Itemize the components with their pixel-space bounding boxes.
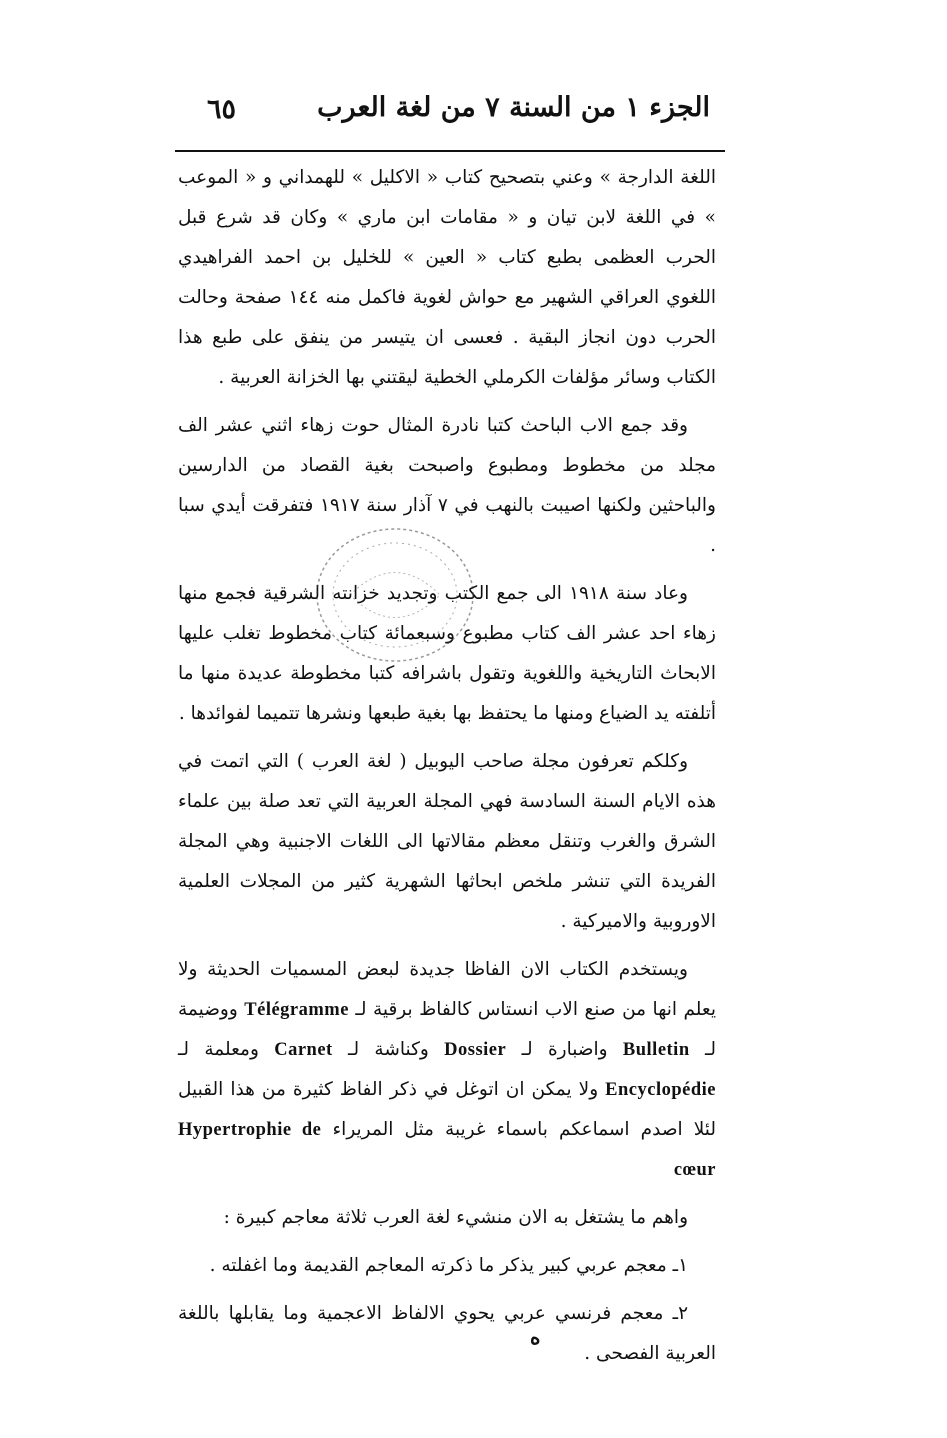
header-rule (175, 150, 725, 152)
list-item: ١ـ معجم عربي كبير يذكر ما ذكرته المعاجم القديمة وما اغفلته . (209, 1255, 688, 1276)
foreign-term: Dossier (444, 1040, 507, 1060)
paragraph: وقد جمع الاب الباحث كتبا نادرة المثال حوت زهاء اثني عشر الف مجلد من مخطوط ومطبوع واصبحت بغية القصاد من الدارسين والباحثين ولكنها اصيبت بالنهب في ٧ آذار سنة ١٩١٧ فتفرقت أيدي سبا . (178, 415, 716, 556)
foreign-term: Encyclopédie (605, 1080, 716, 1100)
paragraph: واهم ما يشتغل به الان منشيء لغة العرب ثلاثة معاجم كبيرة : (223, 1207, 688, 1228)
body-text (178, 158, 716, 1382)
foreign-term: Télégramme (244, 1000, 349, 1020)
foreign-term: Hypertrophie de cœur (178, 1120, 716, 1180)
foreign-term: Carnet (274, 1040, 333, 1060)
paragraph-text: ولا يمكن ان اتوغل في ذكر الفاظ كثيرة من هذا القبيل لئلا اصدم اسماعكم باسماء غريبة مثل المريراء (178, 1079, 717, 1140)
paragraph: اللغة الدارجة » وعني بتصحيح كتاب « الاكليل » للهمداني و « الموعب » في اللغة لابن تيان و « مقامات ابن ماري » وكان قد شرع قبل الحرب العظمى بطبع كتاب « العين » للخليل بن احمد الفراهيدي اللغوي العراقي الشهير مع حواش لغوية فاكمل منه ١٤٤ صفحة وحالت الحرب دون انجاز البقية . فعسى ان يتيسر من ينفق على طبع هذا الكتاب وسائر مؤلفات الكرملي الخطية ليقتني بها الخزانة العربية . (178, 167, 717, 388)
running-header (185, 92, 710, 138)
paragraph-text: ومعلمة لـ (178, 1039, 275, 1060)
list-item: ٢ـ معجم فرنسي عربي يحوي الالفاظ الاعجمية وما يقابلها باللغة العربية الفصحى . (178, 1303, 716, 1364)
paragraph: وكلكم تعرفون مجلة صاحب اليوبيل ( لغة العرب ) التي اتمت في هذه الايام السنة السادسة فهي المجلة العربية التي تعد صلة بين علماء الشرق والغرب وتنقل معظم مقالاتها الى اللغات الاجنبية وهي المجلة الفريدة التي تنشر ملخص ابحاثها الشهرية كثير من المجلات العلمية الاوروبية والاميركية . (178, 751, 716, 932)
paragraph: وعاد سنة ١٩١٨ الى جمع الكتب وتجديد خزانته الشرقية فجمع منها زهاء احد عشر الف كتاب مطبوع وسبعمائة كتاب مخطوط تغلب عليها الابحاث التاريخية واللغوية وتقول باشرافه كتبا مخطوطة عديدة منها ما أتلفته يد الضياع ومنها ما يحتفظ بها بغية طبعها ونشرها تتميما لفوائدها . (178, 583, 716, 724)
paragraph-text: واضبارة لـ (506, 1039, 623, 1060)
paragraph-text: ووضيمة لـ (178, 999, 717, 1060)
paragraph-text: وكناشة لـ (332, 1039, 445, 1060)
signature-mark: ه (530, 1325, 541, 1349)
paragraph-with-terms (178, 950, 716, 1190)
foreign-term: Bulletin (622, 1040, 690, 1060)
page-number: ٦٥ (207, 94, 237, 125)
header-title: الجزء ١ من السنة ٧ من لغة العرب (317, 92, 710, 123)
paragraph-text: ويستخدم الكتاب الان الفاظا جديدة لبعض المسميات الحديثة ولا يعلم انها من صنع الاب انستاس كالفاظ برقية لـ (178, 959, 716, 1020)
